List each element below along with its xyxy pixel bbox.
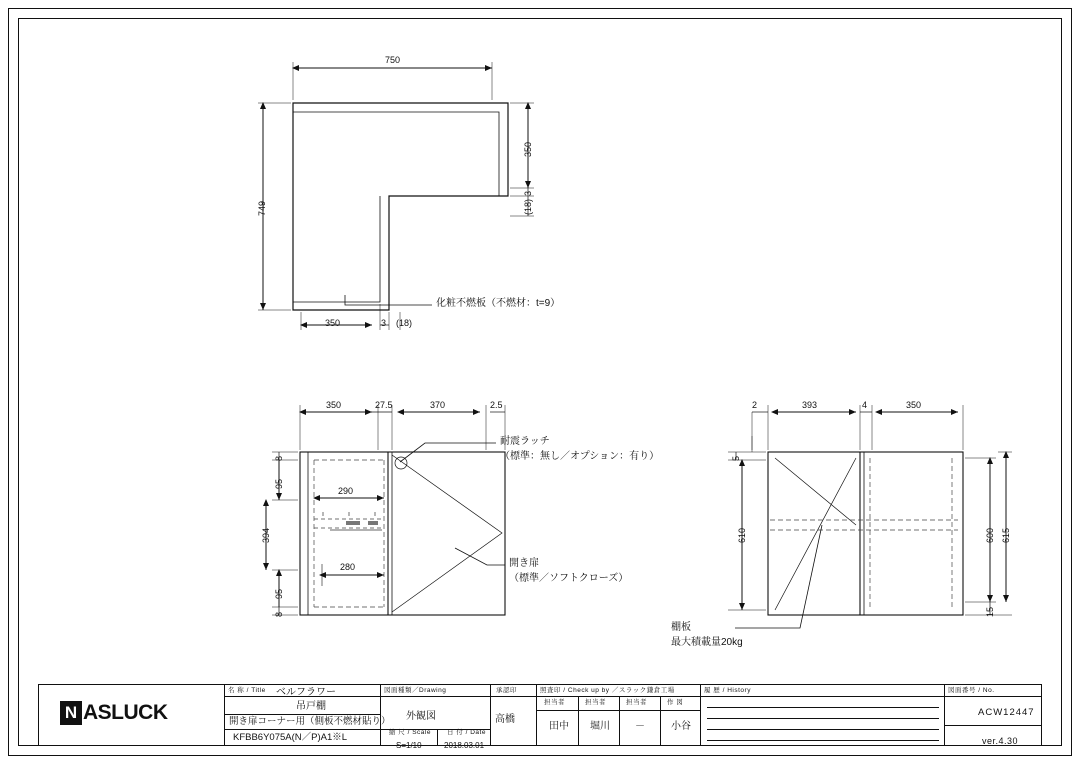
- front-dim-top-95: 95: [274, 478, 284, 489]
- front-dim-370: 370: [430, 400, 446, 410]
- front-dim-394: 394: [261, 527, 271, 543]
- front-note-latch: 耐震ラッチ: [500, 436, 550, 447]
- tb-number-header: 図面番号 / No.: [948, 687, 995, 694]
- tb-drawing-name: 外観図: [406, 711, 436, 722]
- tb-version: ver.4.30: [982, 736, 1019, 746]
- front-note-latch-sub: （標準：無し／オプション：有り）: [500, 451, 660, 462]
- tb-approver-value: 高橋: [495, 714, 515, 725]
- tb-title-header: 名 称 / Title: [228, 687, 266, 694]
- plan-dim-left-height: 749: [257, 200, 267, 216]
- tb-title-line3: 開き扉コーナー用（側板不燃材貼り）: [229, 716, 391, 727]
- tb-scale-value: S=1/10: [396, 741, 422, 750]
- tb-check-value-3: 小谷: [671, 721, 691, 732]
- tb-title-line1: ベルフラワー: [276, 687, 336, 698]
- sheet-inner-border: [18, 18, 1062, 746]
- side-dim-2: 2: [752, 400, 758, 410]
- tb-scale-header: 縮 尺 / Scale: [389, 729, 431, 736]
- front-dim-2-5: 2.5: [490, 400, 503, 410]
- tb-check-value-0: 田中: [549, 721, 569, 732]
- tb-check-header: 照査印 / Check up by ／スラック鎌倉工場: [540, 687, 675, 694]
- plan-dim-right-small: 3: [523, 190, 533, 196]
- logo-wordmark: ASLUCK: [83, 701, 168, 724]
- side-note-shelf-sub: 最大積載量20kg: [671, 637, 743, 648]
- side-dim-350: 350: [906, 400, 922, 410]
- tb-date-value: 2018.03.01: [444, 741, 485, 750]
- tb-date-header: 日 付 / Date: [447, 729, 486, 736]
- tb-check-col-2: 担当者: [626, 699, 647, 706]
- plan-dim-top-width: 750: [385, 55, 401, 65]
- tb-check-value-1: 堀川: [590, 721, 610, 732]
- plan-dim-bottom-3: 3: [381, 318, 387, 328]
- plan-dim-right-height: 350: [523, 141, 533, 157]
- tb-history-header: 履 歴 / History: [704, 687, 751, 694]
- side-dim-615: 615: [1001, 527, 1011, 543]
- side-dim-5: 5: [731, 455, 741, 461]
- side-note-shelf: 棚板: [671, 622, 691, 633]
- front-dim-280: 280: [340, 562, 356, 572]
- side-dim-610: 610: [737, 527, 747, 543]
- tb-title-line2: 吊戸棚: [296, 701, 326, 712]
- side-dim-15: 15: [985, 606, 995, 617]
- front-dim-bottom-8: 8: [274, 611, 284, 617]
- logo-initial: N: [60, 701, 82, 725]
- tb-check-col-1: 担当者: [585, 699, 606, 706]
- front-note-door-sub: （標準／ソフトクローズ）: [509, 573, 629, 584]
- company-logo: [60, 700, 200, 726]
- side-dim-4: 4: [862, 400, 868, 410]
- plan-note-material: 化粧不燃板（不燃材：t=9）: [436, 298, 561, 309]
- tb-approver-header: 承認印: [496, 687, 517, 694]
- tb-check-value-2: －: [635, 721, 645, 732]
- front-note-door: 開き扉: [509, 558, 539, 569]
- side-dim-393: 393: [802, 400, 818, 410]
- front-dim-290: 290: [338, 486, 354, 496]
- tb-check-col-0: 担当者: [544, 699, 565, 706]
- plan-dim-bottom-paren: (18): [396, 318, 413, 328]
- tb-number-value: ACW12447: [978, 707, 1035, 718]
- side-dim-600: 600: [985, 527, 995, 543]
- front-dim-bottom-95: 95: [274, 588, 284, 599]
- tb-drawing-header: 図面種類／Drawing: [384, 687, 447, 694]
- tb-check-col-3: 作 図: [667, 699, 684, 706]
- tb-title-line4: KFBB6Y075A(N／P)A1※L: [233, 732, 348, 743]
- plan-dim-bottom-350: 350: [325, 318, 341, 328]
- front-dim-350: 350: [326, 400, 342, 410]
- front-dim-27-5: 27.5: [375, 400, 393, 410]
- front-dim-top-8: 8: [274, 455, 284, 461]
- plan-dim-right-paren: (18): [523, 198, 533, 215]
